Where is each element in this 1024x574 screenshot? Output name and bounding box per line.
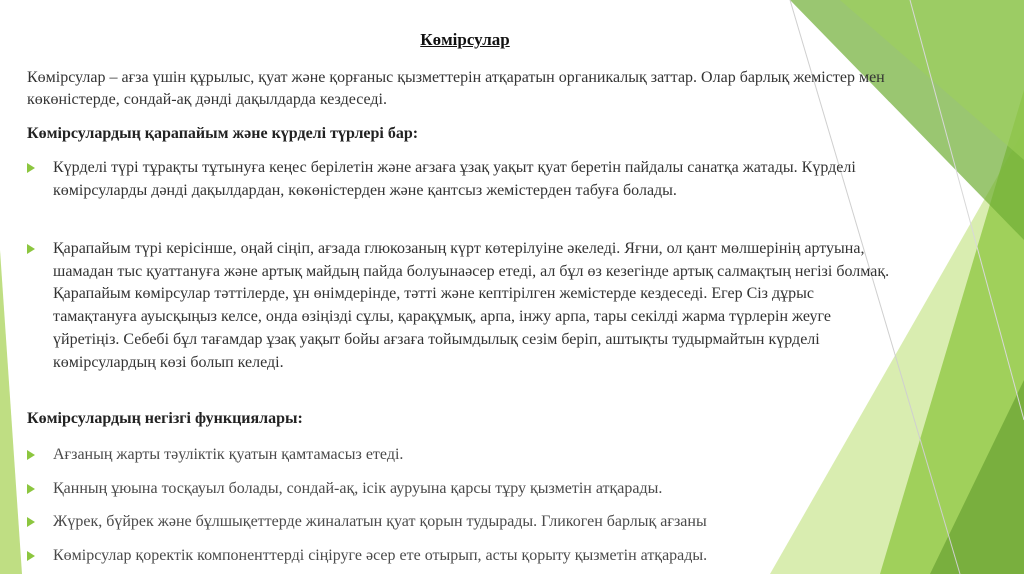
list-item [27, 511, 899, 534]
triangle-bullet-icon [27, 244, 35, 254]
list-item-text: Көмірсулар қоректік компоненттерді сіңіруге әсер ете отырып, асты қорыту қызметін атқарады. [53, 547, 708, 564]
section-heading-types: Көмірсулардың қарапайым және күрделі түрлері бар: [27, 125, 419, 142]
section-heading-functions: Көмірсулардың негізгі функциялары: [27, 410, 303, 427]
list-item-text: Қарапайым түрі керісінше, оңай сіңіп, ағзада глюкозаның күрт көтерілуіне әкеледі. Яғни, ол қант мөлшерінің артуына, шамадан тыс қуаттануға және артық майдың пайда болуынаәсер етеді, ал бұл өз кезегінде артық салмақтың негізі болмақ. Қарапайым көмірсулар тәттілерде, ұн өнімдерінде, тәтті және кептірілген жемістерде кездеседі. Егер Сіз дұрыс тамақтануға ауысқыңыз келсе, онда өзіңізді сұлы, қарақұмық, арпа, інжу арпа, тары секілді жарма түрлерін жеуге үйретіңіз. Себебі бұл тағамдар ұзақ уақыт бойы ағзаға тойымдылық сезім беріп, аштықты тудырмайтын күрделі көмірсулардың көзі болып келеді. [53, 240, 890, 371]
triangle-bullet-icon [27, 450, 35, 460]
list-item [27, 444, 899, 467]
list-item [27, 545, 899, 568]
list-item-text: Күрделі түрі тұрақты тұтынуға кеңес берілетін және ағзаға ұзақ уақыт қуат беретін пайдалы санатқа жатады. Күрделі көмірсуларды дәнді дақылдардан, көкөністерден және қантсыз жемістерден табуға болады. [53, 159, 856, 199]
slide-title: Көмірсулар [420, 30, 510, 49]
list-item-text: Жүрек, бүйрек және бұлшықеттерде жиналатын қуат қорын тудырады. Гликоген барлық ағзаны [53, 513, 707, 530]
list-item-text: Қанның ұюына тосқауыл болады, сондай-ақ, ісік ауруына қарсы тұру қызметін атқарады. [53, 480, 663, 497]
list-item-text: Ағзаның жарты тәуліктік қуатын қамтамасыз етеді. [53, 446, 404, 463]
triangle-bullet-icon [27, 517, 35, 527]
triangle-bullet-icon [27, 551, 35, 561]
list-item [27, 157, 899, 202]
list-item [27, 238, 899, 374]
triangle-bullet-icon [27, 484, 35, 494]
intro-paragraph: Көмірсулар – ағза үшін құрылыс, қуат және қорғаныс қызметтерін атқаратын органикалық заттар. Олар барлық жемістер мен көкөністерде, сондай-ақ дәнді дақылдарда кездеседі. [27, 69, 885, 108]
triangle-bullet-icon [27, 163, 35, 173]
list-item [27, 478, 899, 501]
